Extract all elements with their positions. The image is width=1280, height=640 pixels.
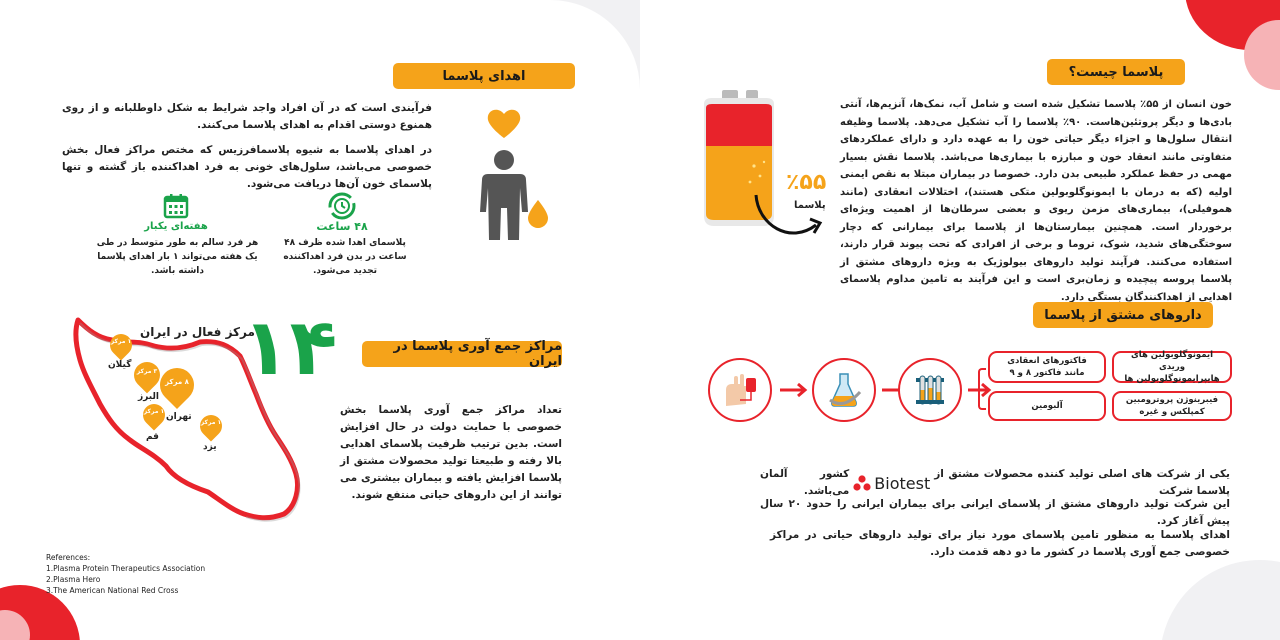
corner-circle-bottom-right (1160, 560, 1280, 640)
reference-item: 2.Plasma Hero (46, 575, 101, 584)
what-title: پلاسما چیست؟ (1047, 59, 1185, 85)
donor-person-icon (472, 108, 552, 246)
step-lab-circle (812, 358, 876, 422)
test-tubes-icon (910, 370, 950, 410)
pin-count-qom: ۱ مرکز (143, 408, 165, 415)
weekly-label: هفته‌ای یکبار (144, 221, 208, 232)
hand-blood-bag-icon (720, 370, 760, 410)
donation-text (62, 100, 432, 201)
plasma-percent: ٪۵۵ (786, 170, 827, 195)
donation-paragraph-1: فرآیندی است که در آن افراد واجد شرایط به شکل داوطلبانه و از روی همنوع دوستی اقدام به اهدای پلاسما می‌کنند. (62, 102, 432, 131)
reference-item: 3.The American National Red Cross (46, 586, 179, 595)
step-donor-circle (708, 358, 772, 422)
pin-count-tehran: ۸ مرکز (165, 378, 189, 386)
bracket-line (978, 368, 986, 410)
plasma-percent-label: پلاسما (794, 200, 826, 211)
derived-title: داروهای مشتق از پلاسما (1033, 302, 1213, 328)
pin-count-yazd: ۱ مرکز (200, 419, 222, 426)
calendar-icon (162, 192, 190, 220)
biotest-line-1-a: یکی از شرکت های اصلی تولید کننده محصولات مشتق از پلاسما شرکت (934, 468, 1230, 497)
biotest-line-1 (760, 466, 1230, 500)
step-tubes-circle (898, 358, 962, 422)
references-heading: References: (46, 553, 91, 562)
biotest-logo (853, 475, 930, 492)
pin-name-alborz: البرز (138, 392, 159, 402)
map-title: مرکز فعال در ایران (140, 325, 255, 339)
reference-item: 1.Plasma Protein Therapeutics Association (46, 564, 206, 573)
hours-label: ۴۸ ساعت (316, 220, 368, 233)
pin-name-tehran: تهران (166, 412, 192, 422)
pin-name-yazd: یزد (203, 442, 217, 452)
biotest-line-1-b: کشور آلمان می‌باشد. (760, 468, 850, 497)
derived-item-fibrinogen: فیبرینوژن پروترومبین کمپلکس و غیره (1112, 391, 1232, 421)
flask-icon (824, 370, 864, 410)
biotest-logo-icon (853, 475, 871, 491)
pin-count-gilan: ۱ مرکز (110, 338, 132, 345)
derived-item-coagulation: فاکتورهای انعقادی مانند فاکتور ۸ و ۹ (988, 351, 1106, 383)
clock-cycle-icon (326, 190, 358, 222)
biotest-line-2: این شرکت تولید داروهای مشتق از پلاسمای ایرانی برای بیماران ایرانی را حدود ۲۰ سال پیش آغاز کرد. (760, 498, 1230, 527)
derived-item-albumin: آلبومین (988, 391, 1106, 421)
derived-item-immunoglobulin: ایمونوگلوبولین های وریدی هایپرایمونوگلوبولین ها (1112, 351, 1232, 383)
donation-paragraph-2: در اهدای پلاسما به شیوه پلاسمافرزیس که مختص مراکز فعال بخش خصوصی می‌باشد، سلول‌های خونی به فرد اهداکننده باز گشته و تنها پلاسمای خون آن‌ها دریافت می‌شود. (62, 144, 432, 190)
pin-name-qom: قم (146, 432, 159, 442)
hours-text: پلاسمای اهدا شده ظرف ۴۸ ساعت در بدن فرد اهداکننده تجدید می‌شود. (283, 238, 407, 276)
centers-text: تعداد مراکز جمع آوری پلاسما بخش خصوصی با حمایت دولت در حال افزایش است. بدین ترتیب ظرفیت پلاسمای اهدایی بالا رفته و طبیعتا تولید محصولات مشتق از پلاسما افزایش یافته و بیماران بیشتری می توانند از این داروهای حیاتی منتفع شوند. (340, 404, 562, 501)
right-page (640, 0, 1280, 640)
pin-count-alborz: ۳ مرکز (136, 368, 158, 375)
weekly-text: هر فرد سالم به طور متوسط در طی یک هفته می‌تواند ۱ بار اهدای پلاسما داشته باشد. (96, 238, 259, 276)
biotest-brand: Biotest (874, 473, 931, 493)
donation-title: اهدای پلاسما (393, 63, 575, 89)
centers-title: مراکز جمع آوری پلاسما در ایران (362, 341, 562, 367)
biotest-line-3: اهدای پلاسما به منظور تامین پلاسمای مورد نیاز برای تولید داروهای حیاتی در مراکز خصوصی جمع آوری پلاسما در کشور ما دو دهه قدمت دارد. (770, 529, 1230, 558)
big-number: ۱۴ (242, 303, 338, 393)
what-text: خون انسان از ۵۵٪ پلاسما تشکیل شده است و شامل آب، نمک‌ها، آنزیم‌ها، آنتی بادی‌ها و دیگر پروتئین‌هاست. ۹۰٪ پلاسما را آب تشکیل می‌دهد. پلاسما وظیفه انتقال سلول‌ها و اجزاء دیگر حیاتی خون را به عهده دارد و دارای عملکردهای متفاوتی مانند انعقاد خون و مبارزه با بیماری‌ها می‌باشد. پلاسما نقش بسیار مهمی در حفظ عملکرد طبیعی بدن دارد. خصوصا در بیماران مبتلا به نقص ایمنی اولیه (که به درمان با ایمونوگلوبولین متکی هستند)، اختلالات انعقادی (مانند هموفیلی)، بیماری‌های مزمن ریوی و بعضی سرطان‌ها از اهمیت ویژه‌ای برخوردار است. همچنین بیمارستان‌ها از پلاسما برای بیمارانی که دچار سوختگی‌های شدید، شوک، تروما و برخی از افرادی که تحت پیوند قرار دارند، استفاده می‌کنند. فرآیند تولید داروهای بیولوژیک به ویژه داروهای مشتق از پلاسما پروسه پیچیده و زمان‌بری است و این فرآیند به تامین مداوم پلاسمای اهدایی از اهداکنندگان بستگی دارد. (840, 99, 1232, 303)
arrow-icon (778, 380, 810, 400)
pin-name-gilan: گیلان (108, 360, 132, 370)
references (46, 552, 205, 596)
